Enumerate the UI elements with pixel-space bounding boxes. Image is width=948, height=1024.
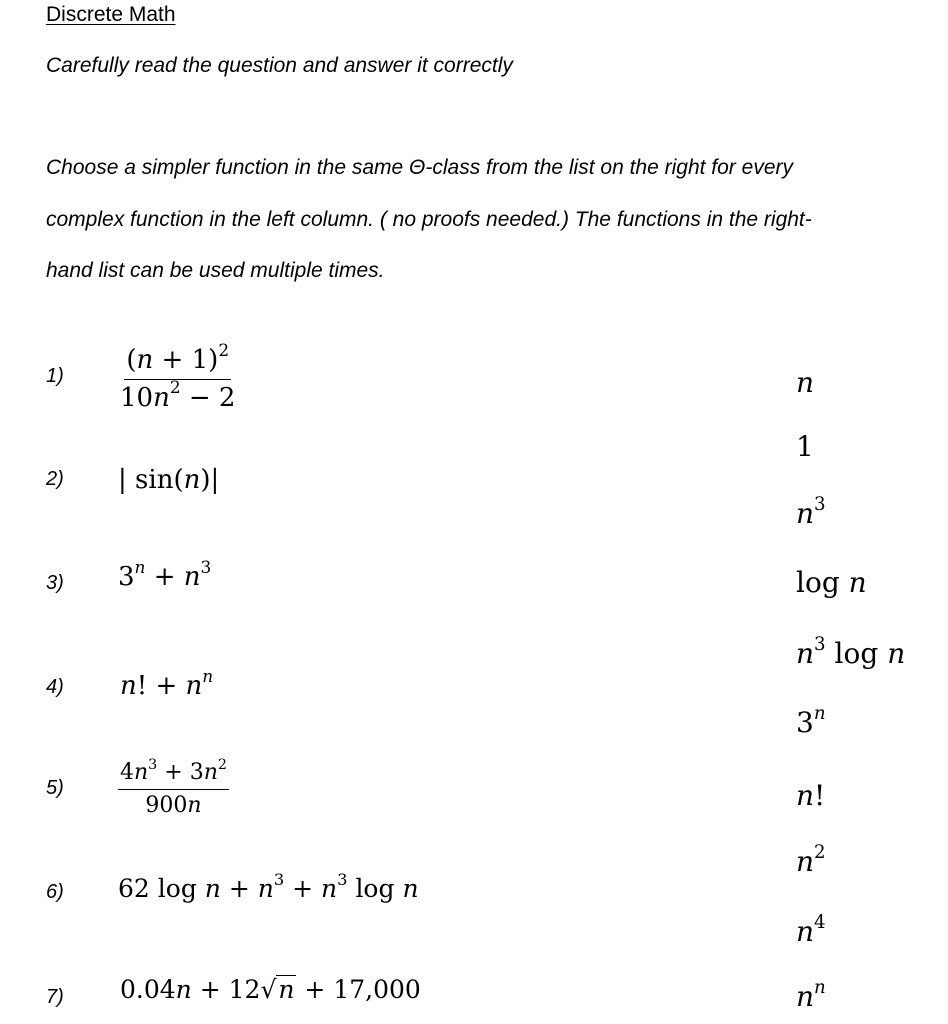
expression-5: $\frac{4n^3 + 3n^2}{900n}$ — [120, 756, 227, 819]
item-number-7: 7) — [46, 986, 64, 1008]
option-n-cubed-log-n: $n^3$ log n — [796, 633, 906, 670]
option-n-fourth: $n^4$ — [796, 911, 826, 948]
question-line-2: complex function in the left column. ( no proofs needed.) The functions in the right- — [46, 208, 812, 231]
item-number-3: 3) — [46, 572, 64, 594]
option-1: 1 — [796, 430, 814, 463]
item-number-2: 2) — [46, 468, 64, 490]
option-n-cubed: $n^3$ — [796, 493, 826, 530]
option-n-factorial: n! — [796, 779, 826, 812]
option-n: n — [796, 366, 815, 399]
option-log-n: log n — [796, 566, 867, 599]
option-n-to-n: $n^n$ — [796, 976, 826, 1013]
item-number-1: 1) — [46, 365, 64, 387]
instruction-text: Carefully read the question and answer it correctly — [46, 54, 513, 77]
expression-3: $3^n + n^3$ — [118, 556, 212, 592]
item-number-5: 5) — [46, 777, 64, 799]
question-line-3: hand list can be used multiple times. — [46, 259, 385, 282]
question-line-1: Choose a simpler function in the same Θ-class from the list on the right for every — [46, 156, 793, 179]
expression-2: | sin(n)| — [118, 465, 220, 495]
expression-4: n! + $n^n$ — [120, 665, 214, 701]
expression-7: 0.04n + 12√n + 17,000 — [120, 975, 421, 1004]
item-number-4: 4) — [46, 676, 64, 698]
item-number-6: 6) — [46, 881, 64, 903]
page-title: Discrete Math — [46, 3, 176, 26]
expression-1: $\frac{(n + 1)^2}{10n^2 - 2}$ — [120, 339, 236, 413]
expression-6: 62 $\log n + n^3 + n^3$ log n — [118, 870, 419, 903]
option-3-to-n: 3$^n$ — [796, 702, 826, 739]
option-n-squared: $n^2$ — [796, 841, 826, 878]
